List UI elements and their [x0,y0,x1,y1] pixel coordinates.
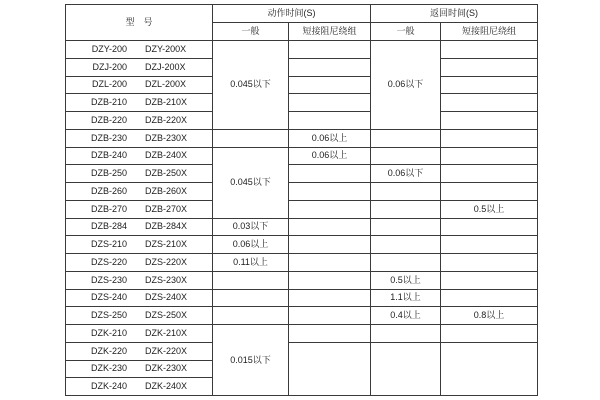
cell-model [66,112,213,130]
table-row [66,325,538,343]
cell-action-general [213,129,289,147]
cell-model [66,183,213,201]
cell-return-damping [441,76,538,94]
model-name: DZB-230 [90,132,127,143]
cell-model [66,236,213,254]
model-name-x: DZK-220X [144,345,188,356]
cell-return-damping [441,94,538,112]
table-row [66,183,538,201]
cell-action-damping [289,236,371,254]
cell-return-general: 0.06以下 [371,41,441,130]
cell-action-damping [289,183,371,201]
cell-action-damping [289,94,371,112]
model-name: DZK-230 [90,363,127,374]
cell-return-damping [441,41,538,59]
cell-return-damping [441,218,538,236]
cell-return-general [371,218,441,236]
header-action-damping: 短接阻尼绕组 [289,23,371,41]
cell-model [66,76,213,94]
cell-action-damping [289,307,371,325]
model-name-x: DZK-230X [144,363,188,374]
cell-model [66,147,213,165]
cell-model [66,342,213,360]
cell-return-general [371,254,441,272]
cell-model [66,325,213,343]
cell-return-damping [441,58,538,76]
cell-return-damping [441,147,538,165]
table-row [66,342,538,360]
cell-action-damping [289,112,371,130]
table-row [66,41,538,59]
header-action-time: 动作时间(S) [213,5,371,23]
header-return-time: 返回时间(S) [371,5,538,23]
table-row [66,112,538,130]
cell-return-general [371,200,441,218]
model-name-x: DZS-240X [144,292,188,303]
cell-action-general: 0.015以下 [213,325,289,396]
model-name-x: DZS-220X [144,256,188,267]
cell-return-general [371,129,441,147]
cell-action-damping [289,342,371,395]
model-name: DZK-220 [90,345,127,356]
model-name-x: DZS-250X [144,310,188,321]
model-name: DZS-220 [90,256,127,267]
cell-action-general [213,271,289,289]
model-name-x: DZB-210X [144,97,188,108]
model-name: DZB-240 [90,150,127,161]
cell-model [66,58,213,76]
model-name-x: DZB-240X [144,150,188,161]
model-name: DZS-240 [90,292,127,303]
model-name: DZB-210 [90,97,127,108]
cell-return-damping [441,254,538,272]
model-name: DZS-230 [90,274,127,285]
model-name: DZJ-200 [92,61,127,72]
table-row [66,307,538,325]
cell-return-general: 0.06以下 [371,165,441,183]
cell-return-damping [441,183,538,201]
model-name: DZK-210 [90,327,127,338]
model-name: DZB-270 [90,203,127,214]
cell-action-damping [289,254,371,272]
header-action-general: 一般 [213,23,289,41]
cell-return-general [371,325,441,343]
model-name-x: DZS-230X [144,274,188,285]
table-row [66,165,538,183]
cell-return-general: 0.5以上 [371,271,441,289]
cell-return-damping [441,165,538,183]
cell-action-general [213,307,289,325]
cell-action-damping [289,41,371,59]
model-name: DZB-260 [90,185,127,196]
cell-action-general: 0.045以下 [213,147,289,218]
cell-model [66,218,213,236]
cell-model [66,307,213,325]
table-row [66,94,538,112]
model-name: DZB-250 [90,168,127,179]
model-name-x: DZB-230X [144,132,188,143]
model-name-x: DZK-240X [144,381,188,392]
table-row [66,76,538,94]
model-name: DZB-284 [90,221,127,232]
cell-return-general [371,342,441,395]
model-name: DZL-200 [91,79,127,90]
cell-model [66,129,213,147]
cell-return-damping [441,129,538,147]
model-name-x: DZL-200X [144,79,187,90]
cell-action-damping [289,325,371,343]
model-name-x: DZB-250X [144,168,188,179]
cell-action-damping [289,200,371,218]
header-row-groups [66,5,538,23]
table-row [66,129,538,147]
cell-action-general: 0.045以下 [213,41,289,130]
model-name: DZS-250 [90,310,127,321]
model-name-x: DZB-270X [144,203,188,214]
model-name-x: DZY-200X [144,43,187,54]
cell-return-damping [441,112,538,130]
table-row [66,218,538,236]
table-row [66,200,538,218]
cell-model [66,378,213,396]
header-return-general: 一般 [371,23,441,41]
cell-model [66,289,213,307]
cell-action-general: 0.11以上 [213,254,289,272]
cell-return-general: 1.1以上 [371,289,441,307]
model-name-x: DZB-260X [144,185,188,196]
model-name-x: DZS-210X [144,239,188,250]
cell-return-general: 0.4以上 [371,307,441,325]
cell-action-damping: 0.06以上 [289,129,371,147]
cell-model [66,254,213,272]
header-return-damping: 短接阻尼绕组 [441,23,538,41]
cell-return-general [371,183,441,201]
header-model: 型 号 [66,5,213,41]
cell-action-damping [289,271,371,289]
table-row [66,271,538,289]
cell-return-damping [441,289,538,307]
cell-model [66,165,213,183]
cell-action-damping [289,165,371,183]
cell-action-damping [289,218,371,236]
cell-return-general [371,236,441,254]
cell-action-general: 0.06以上 [213,236,289,254]
cell-model [66,200,213,218]
cell-model [66,271,213,289]
model-name: DZK-240 [90,381,127,392]
cell-model [66,94,213,112]
cell-action-damping [289,58,371,76]
cell-action-general [213,289,289,307]
table-row [66,147,538,165]
cell-return-damping: 0.5以上 [441,200,538,218]
cell-action-damping: 0.06以上 [289,147,371,165]
cell-action-damping [289,289,371,307]
table-header [66,5,538,41]
cell-action-damping [289,76,371,94]
table-row [66,236,538,254]
cell-return-general [371,147,441,165]
cell-return-damping [441,236,538,254]
table-row [66,254,538,272]
table-body [66,41,538,396]
model-name-x: DZB-284X [144,221,188,232]
table-row [66,289,538,307]
model-name-x: DZB-220X [144,114,188,125]
model-name: DZS-210 [90,239,127,250]
table-row [66,58,538,76]
model-name-x: DZJ-200X [145,61,186,72]
model-name-x: DZK-210X [144,327,188,338]
cell-model [66,41,213,59]
model-name: DZY-200 [91,43,127,54]
cell-model [66,360,213,378]
spec-table [65,4,538,396]
cell-return-damping [441,325,538,343]
cell-return-damping: 0.8以上 [441,307,538,325]
cell-action-general: 0.03以下 [213,218,289,236]
model-name: DZB-220 [90,114,127,125]
cell-return-damping [441,342,538,395]
cell-return-damping [441,271,538,289]
